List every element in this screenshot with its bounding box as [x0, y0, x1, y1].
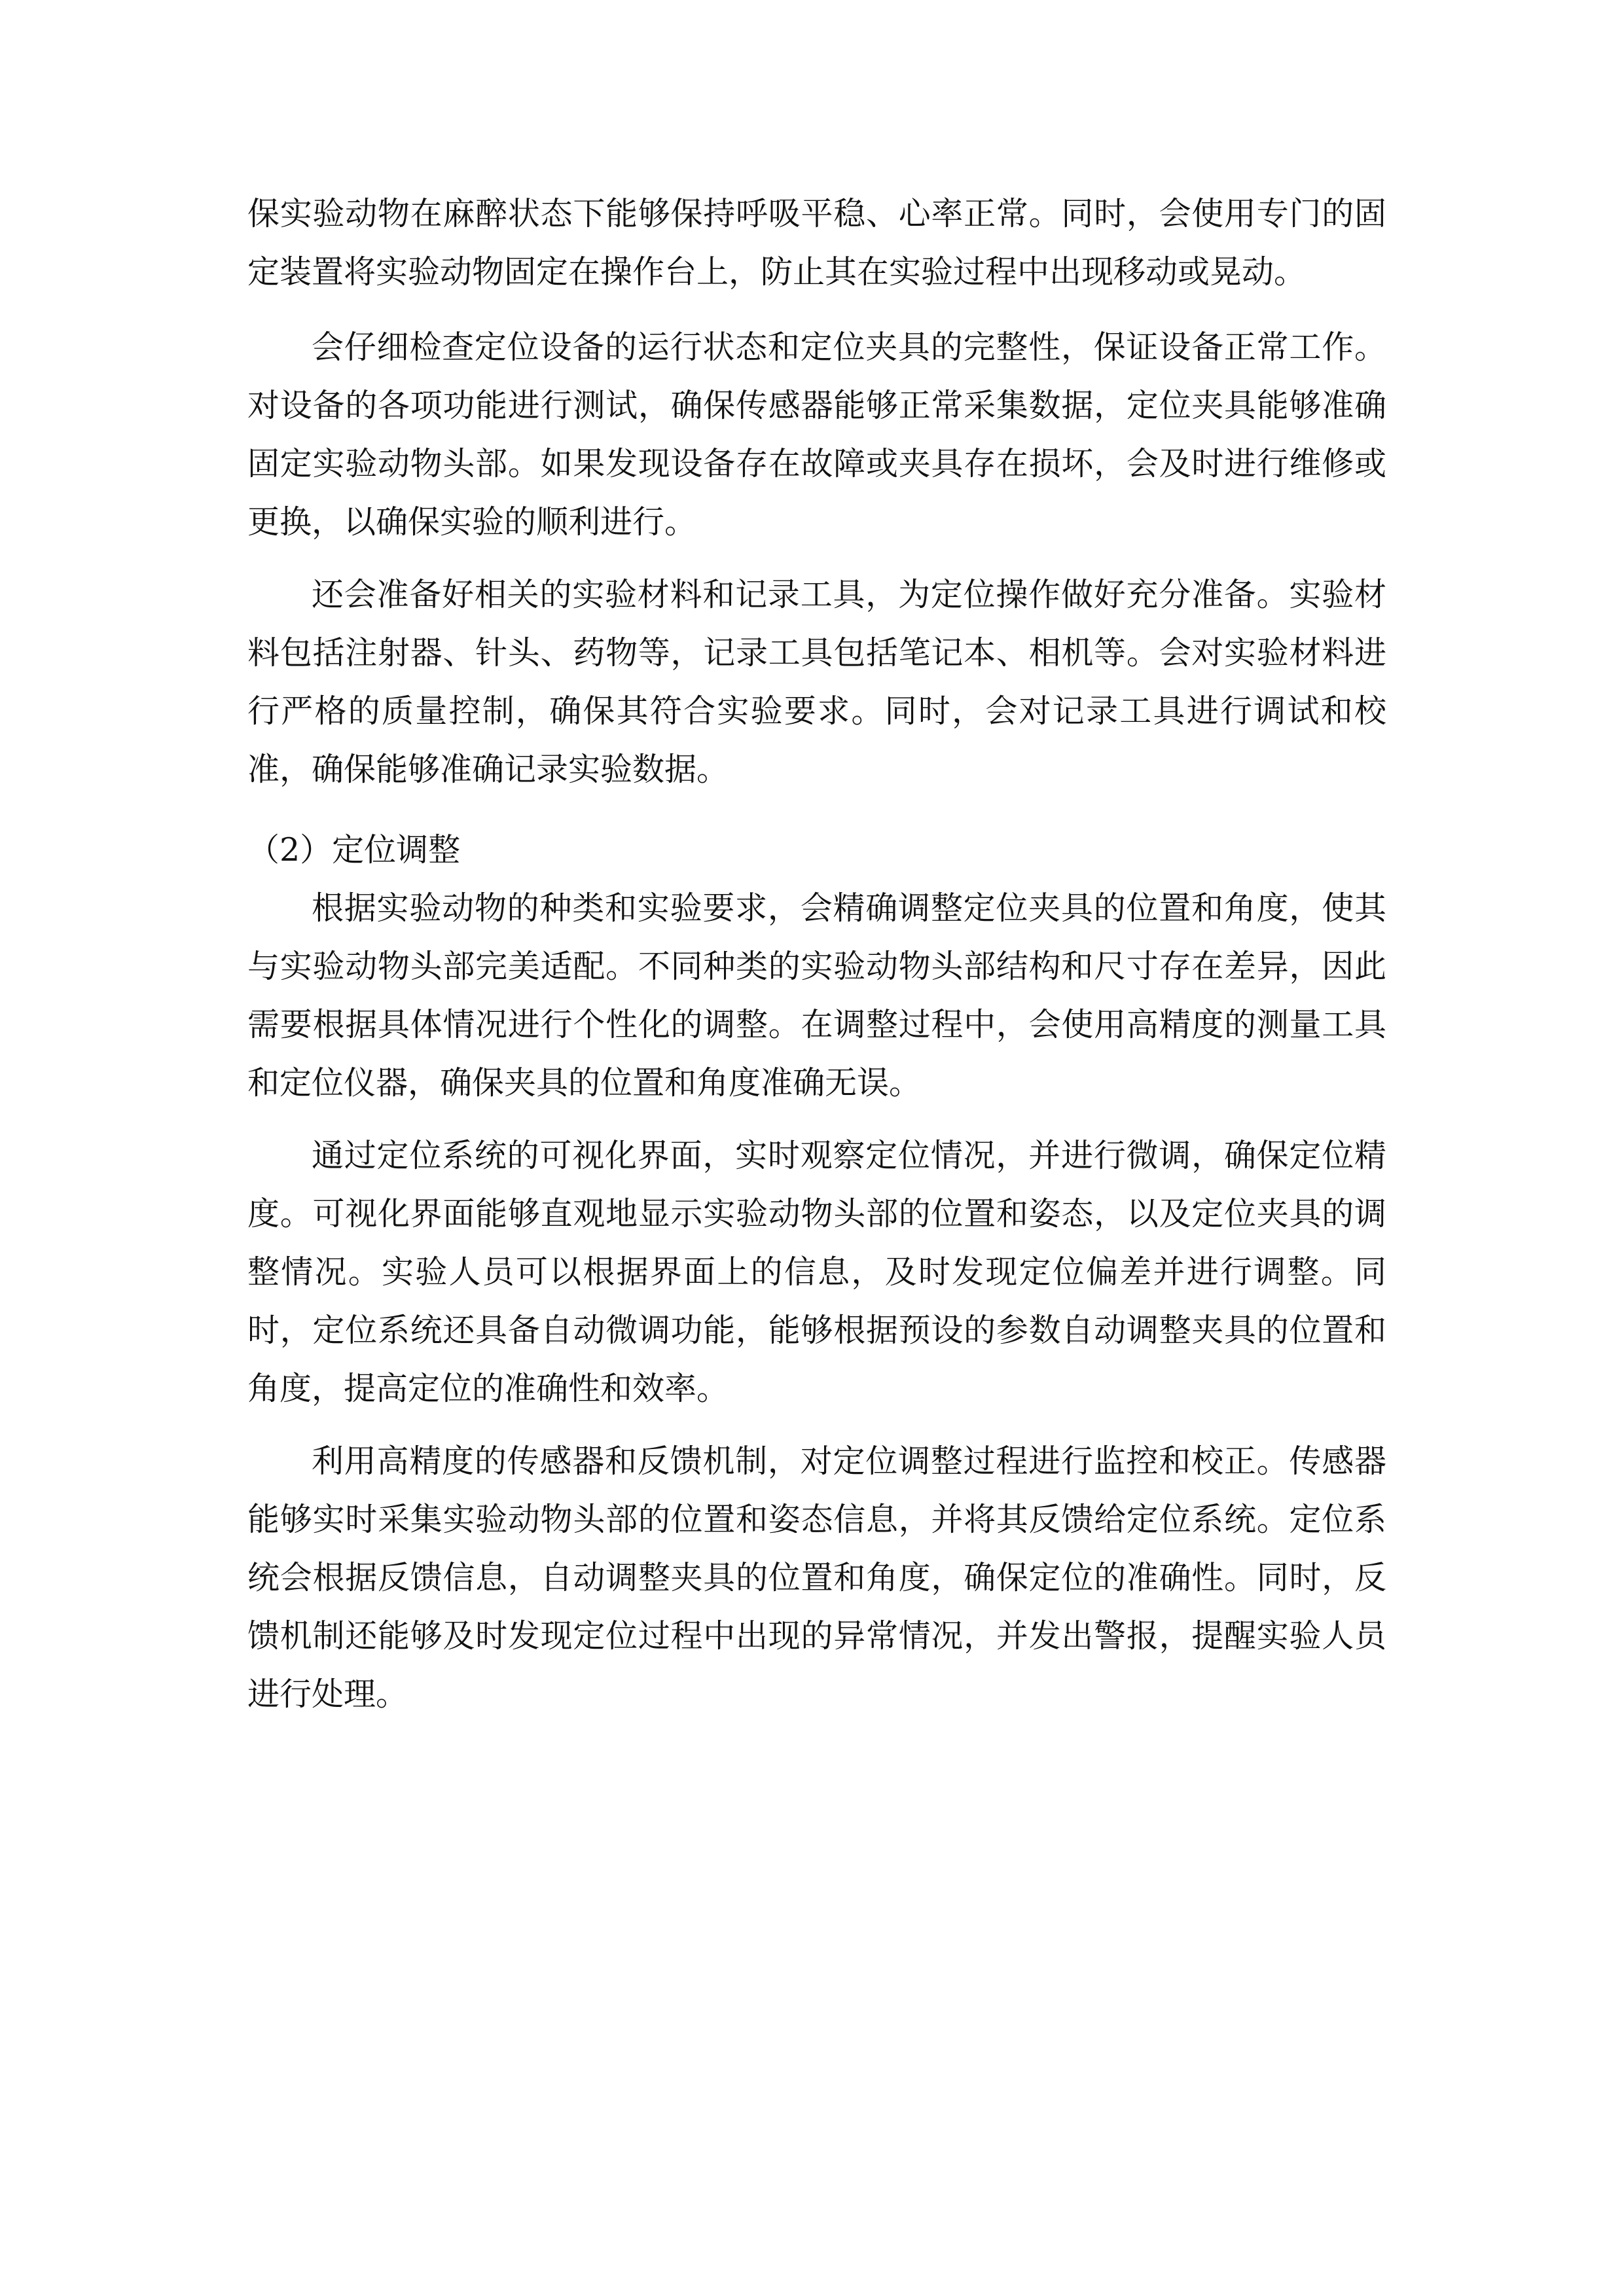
paragraph-feedback: 利用高精度的传感器和反馈机制，对定位调整过程进行监控和校正。传感器能够实时采集实验动物头部的位置和姿态信息，并将其反馈给定位系统。定位系统会根据反馈信息，自动调整夹具的位置和角度，确保定位的准确性。同时，反馈机制还能够及时发现定位过程中出现的异常情况，并发出警报，提醒实验人员进行处理。: [247, 1443, 1386, 1713]
paragraph-adjustment: 根据实验动物的种类和实验要求，会精确调整定位夹具的位置和角度，使其与实验动物头部完美适配。不同种类的实验动物头部结构和尺寸存在差异，因此需要根据具体情况进行个性化的调整。在调整过程中，会使用高精度的测量工具和定位仪器，确保夹具的位置和角度准确无误。: [247, 889, 1386, 1102]
section-heading: （2）定位调整: [247, 831, 461, 869]
document-page: [247, 185, 1386, 1723]
paragraph-equipment-check: 会仔细检查定位设备的运行状态和定位夹具的完整性，保证设备正常工作。对设备的各项功能进行测试，确保传感器能够正常采集数据，定位夹具能够准确固定实验动物头部。如果发现设备存在故障或夹具存在损坏，会及时进行维修或更换，以确保实验的顺利进行。: [247, 329, 1386, 541]
paragraph-visualization: 通过定位系统的可视化界面，实时观察定位情况，并进行微调，确保定位精度。可视化界面能够直观地显示实验动物头部的位置和姿态，以及定位夹具的调整情况。实验人员可以根据界面上的信息，及时发现定位偏差并进行调整。同时，定位系统还具备自动微调功能，能够根据预设的参数自动调整夹具的位置和角度，提高定位的准确性和效率。: [247, 1137, 1386, 1407]
paragraph-materials: 还会准备好相关的实验材料和记录工具，为定位操作做好充分准备。实验材料包括注射器、针头、药物等，记录工具包括笔记本、相机等。会对实验材料进行严格的质量控制，确保其符合实验要求。同时，会对记录工具进行调试和校准，确保能够准确记录实验数据。: [247, 576, 1386, 788]
paragraph-continuation: 保实验动物在麻醉状态下能够保持呼吸平稳、心率正常。同时，会使用专门的固定装置将实验动物固定在操作台上，防止其在实验过程中出现移动或晃动。: [247, 195, 1386, 291]
